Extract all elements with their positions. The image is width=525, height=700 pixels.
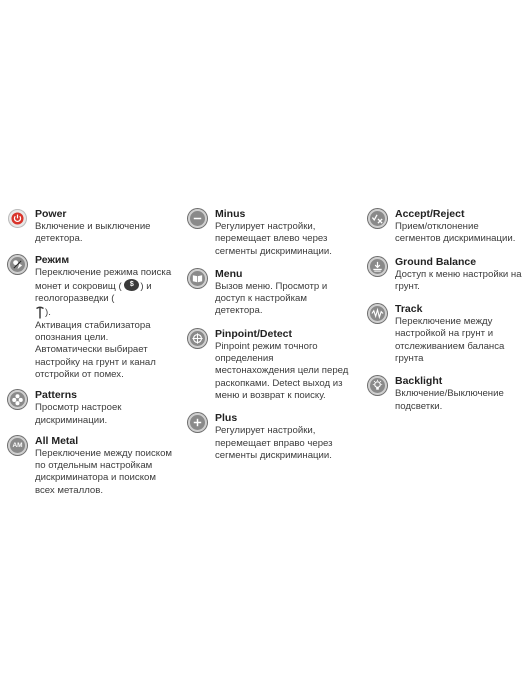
minus-title: Minus — [215, 208, 246, 220]
patterns-item — [8, 389, 173, 427]
power-title: Power — [35, 208, 67, 220]
all-metal-title: All Metal — [35, 434, 79, 447]
pickaxe-icon — [35, 305, 45, 319]
track-item — [368, 303, 523, 365]
patterns-title: Patterns — [35, 389, 78, 402]
accept-reject-icon — [368, 209, 387, 228]
all-metal-desc: Переключение между поиском по отдельным настройкам дискриминатора и поиском всех металлов. — [35, 447, 173, 496]
track-icon — [368, 304, 387, 323]
power-icon — [8, 209, 27, 228]
ground-balance-icon — [368, 257, 387, 276]
all-metal-icon-label: AM — [12, 441, 23, 449]
pinpoint-icon — [188, 329, 207, 348]
plus-desc: Регулирует настройки, перемещает вправо через сегменты дискриминации. — [215, 425, 333, 461]
mode-desc-b: ) и геологоразведки ( — [35, 280, 152, 305]
power-desc: Включение и выключение детектора. — [35, 221, 151, 245]
mode-desc-d: Активация стабилизатора опознания цели. Автоматически выбирает настройку на грунт и канал отстройки от помех. — [35, 319, 156, 380]
minus-icon — [188, 209, 207, 228]
all-metal-item — [8, 435, 173, 497]
coin-icon: $ — [124, 279, 140, 292]
track-desc: Переключение между настройкой на грунт и отслеживанием баланса грунта — [395, 316, 505, 365]
backlight-item — [368, 375, 523, 413]
mode-desc — [35, 267, 173, 382]
ground-balance-item — [368, 256, 523, 294]
power-item — [8, 208, 173, 246]
mode-desc-c: ). — [45, 307, 51, 319]
backlight-icon — [368, 376, 387, 395]
minus-item — [188, 208, 356, 258]
pinpoint-title: Pinpoint/Detect — [215, 327, 293, 340]
column-2 — [188, 208, 356, 462]
track-title: Track — [395, 303, 423, 316]
menu-title: Menu — [215, 267, 243, 280]
mode-item — [8, 254, 173, 382]
mode-icon — [8, 255, 27, 274]
mode-title: Режим — [35, 253, 70, 266]
ground-balance-desc: Доступ к меню настройки на грунт. — [395, 268, 522, 292]
pinpoint-item — [188, 328, 356, 402]
all-metal-icon — [8, 436, 27, 455]
accept-reject-title: Accept/Reject — [395, 208, 465, 220]
plus-title: Plus — [215, 412, 238, 425]
backlight-title: Backlight — [395, 375, 443, 388]
plus-item — [188, 412, 356, 462]
ground-balance-title: Ground Balance — [395, 255, 477, 268]
pinpoint-desc: Pinpoint режим точного определения местонахождения цели перед раскопками. Detect выход из меню и возврат к поиску. — [215, 340, 349, 401]
accept-reject-desc: Прием/отклонение сегментов дискриминации. — [395, 221, 516, 245]
menu-desc: Вызов меню. Просмотр и доступ к настройкам детектора. — [215, 280, 328, 317]
column-3 — [368, 208, 523, 413]
minus-desc: Регулирует настройки, перемещает влево через сегменты дискриминации. — [215, 221, 332, 257]
menu-icon — [188, 269, 207, 288]
patterns-desc: Просмотр настроек дискриминации. — [35, 402, 122, 426]
patterns-icon — [8, 390, 27, 409]
plus-icon — [188, 413, 207, 432]
menu-item — [188, 268, 356, 318]
accept-reject-item — [368, 208, 523, 246]
mode-desc-a: Переключение режима поиска монет и сокровищ ( — [35, 266, 172, 292]
column-1 — [8, 208, 173, 497]
backlight-desc: Включение/Выключение подсветки. — [395, 388, 504, 412]
